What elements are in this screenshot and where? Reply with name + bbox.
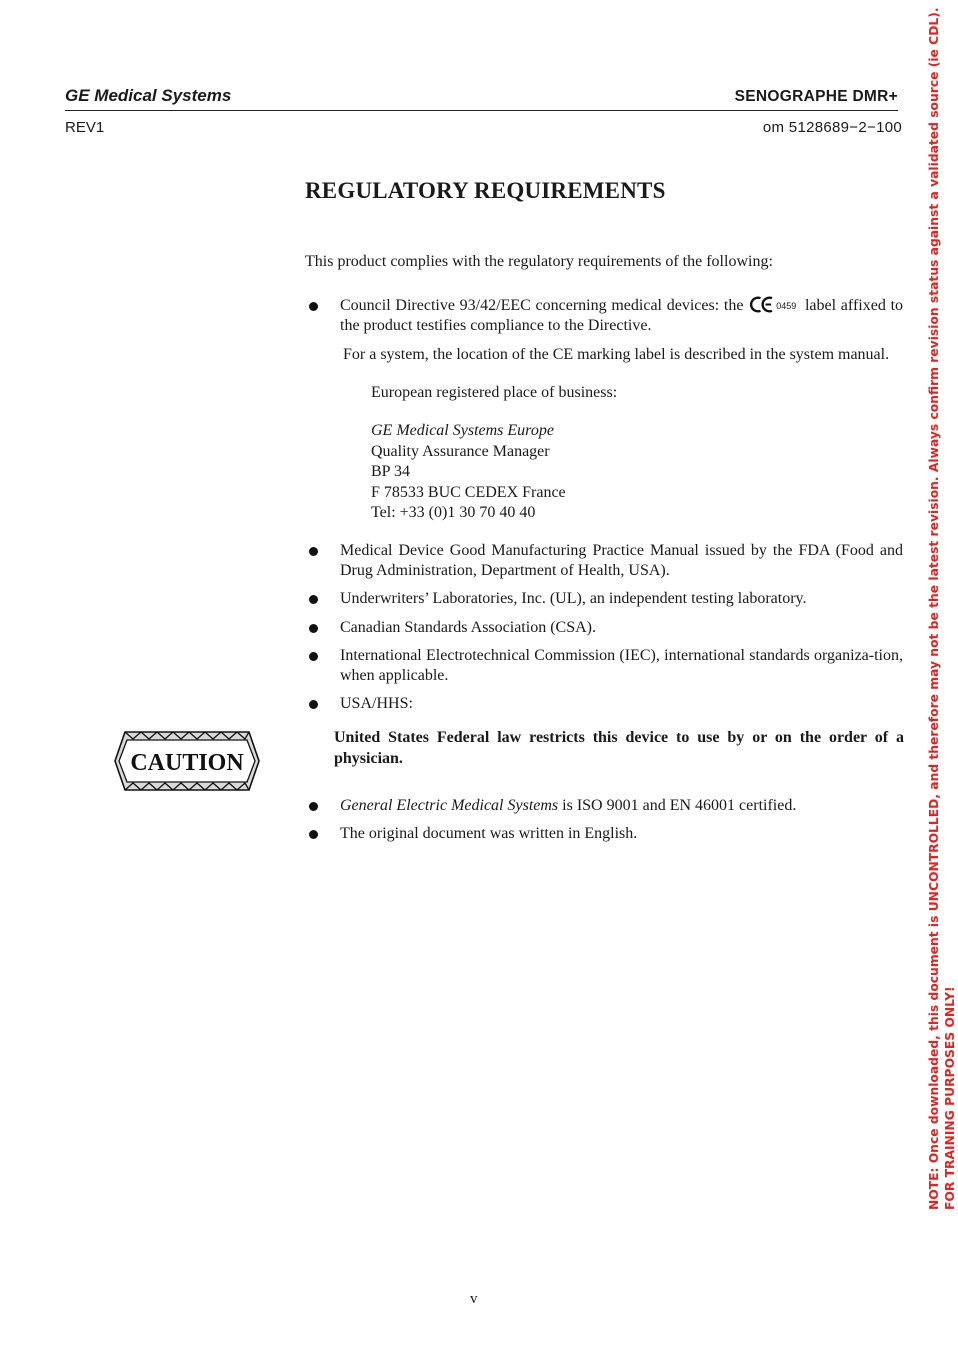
iso-text: is ISO 9001 and EN 46001 certified. bbox=[562, 797, 797, 814]
ce-text-before: Council Directive 93/42/EEC concerning medical devices: the bbox=[340, 297, 744, 314]
address-company: GE Medical Systems Europe bbox=[371, 422, 554, 439]
caution-label: CAUTION bbox=[130, 750, 244, 776]
ce-number: 0459 bbox=[776, 301, 797, 311]
intro-text: This product complies with the regulatory requirements of the following: bbox=[305, 253, 773, 270]
address-block bbox=[371, 421, 566, 524]
list-item-iec: International Electrotechnical Commission (IEC), international standards organiza-tion, when applicable. bbox=[340, 647, 903, 684]
caution-text: United States Federal law restricts this device to use by or on the order of a physician. bbox=[334, 729, 904, 767]
header-company: GE Medical Systems bbox=[65, 86, 232, 105]
list-item-ul: Underwriters’ Laboratories, Inc. (UL), an independent testing laboratory. bbox=[340, 589, 903, 609]
watermark-line1: FOR TRAINING PURPOSES ONLY! bbox=[943, 986, 957, 1210]
watermark-line2: NOTE: Once downloaded, this document is UNCONTROLLED, and therefore may not be the latest revision. Always confirm revision status against a validated source (ie CDL). bbox=[927, 7, 941, 1210]
ce-system-note: For a system, the location of the CE marking label is described in the system manual. bbox=[343, 346, 890, 363]
header-product: SENOGRAPHE DMR+ bbox=[734, 88, 898, 105]
iso-company: General Electric Medical Systems bbox=[340, 797, 559, 814]
header-document-number: om 5128689−2−100 bbox=[762, 119, 902, 136]
list-item-language: The original document was written in English. bbox=[340, 824, 903, 844]
training-watermark bbox=[926, 7, 958, 1210]
caution-sign-icon bbox=[113, 730, 261, 792]
header-revision: REV1 bbox=[65, 119, 105, 136]
list-item-usa-hhs: USA/HHS: bbox=[340, 694, 903, 714]
list-item-iso bbox=[340, 796, 903, 816]
address-tel: Tel: +33 (0)1 30 70 40 40 bbox=[371, 504, 536, 521]
list-item-ce-directive bbox=[340, 296, 903, 336]
page-title: REGULATORY REQUIREMENTS bbox=[305, 178, 666, 203]
address-line1: Quality Assurance Manager bbox=[371, 442, 550, 460]
list-item-fda: Medical Device Good Manufacturing Practice Manual issued by the FDA (Food and Drug Administration, Department of Health, USA). bbox=[340, 542, 903, 579]
address-line3: F 78533 BUC CEDEX France bbox=[371, 483, 566, 501]
header-rule bbox=[65, 110, 898, 111]
list-item-csa: Canadian Standards Association (CSA). bbox=[340, 618, 903, 638]
ce-text-after: label affixed to the product testifies compliance to the Directive. bbox=[340, 297, 904, 334]
page-number: v bbox=[470, 1291, 478, 1307]
ce-mark-icon bbox=[750, 296, 774, 313]
address-line2: BP 34 bbox=[371, 463, 410, 480]
place-of-business-label: European registered place of business: bbox=[371, 384, 618, 401]
